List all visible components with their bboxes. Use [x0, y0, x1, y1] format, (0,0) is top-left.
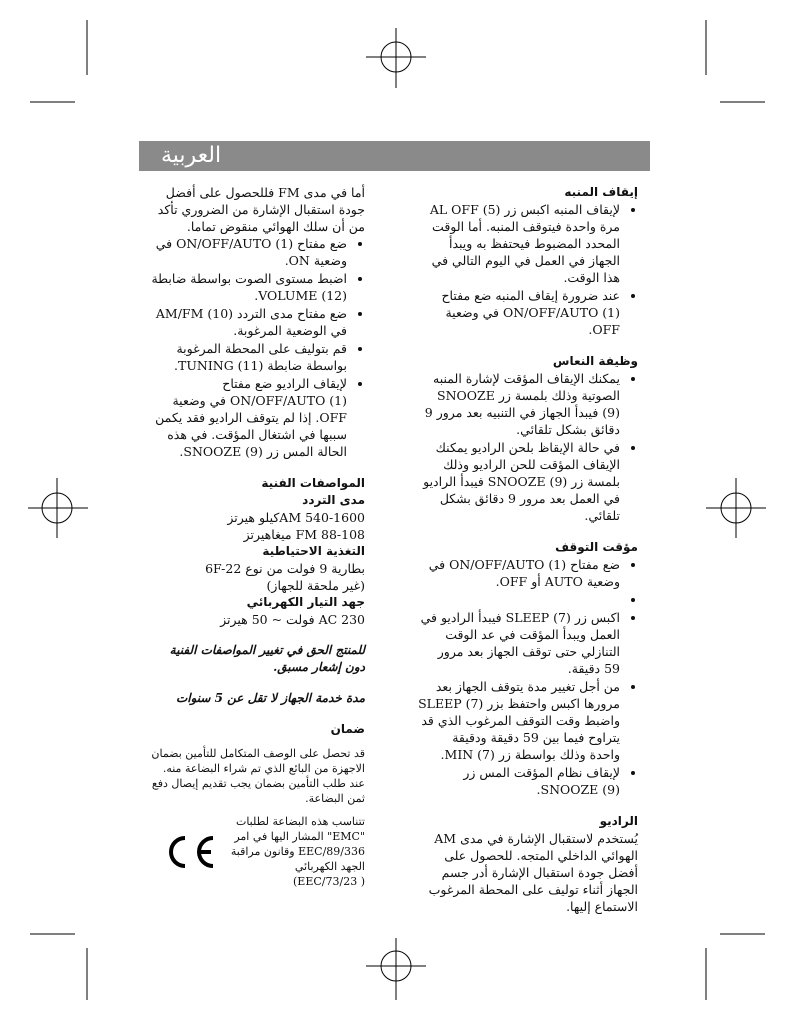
alarm-off-list [418, 201, 638, 338]
list-item: • لإيقاف الراديو ضع مفتاح ON/OFF/AUTO (1) في وضعية OFF. إذا لم يتوقف الراديو فقد يكمن سببها في اشتغال المؤقت. في هذه الحالة المس زر SNOOZE (9). [150, 375, 347, 460]
ce-line: تتناسب هذه البضاعة لطلبات [235, 815, 365, 828]
backup-power-heading: التغذية الاحتياطية [262, 544, 365, 558]
radio-text: يُستخدم لاستقبال الإشارة في مدى AM الهوائي الداخلي المتجه. للحصول على أفضل جودة استقبال الإشارة أدر جسم الجهاز أثناء توليف على المحطة المرغوب الاستماع إليها. [428, 831, 638, 914]
left-column [150, 184, 365, 889]
list-item: • يمكنك الإيقاف المؤقت لإشارة المنبه الصوتية وذلك بلمسة زر SNOOZE (9) فيبدأ الجهاز في التنبيه بعد مرور 9 دقائق بشكل تلقائي. [418, 370, 620, 438]
ce-line: "EMC" المشار اليها في امر [234, 830, 365, 843]
list-item: • ضع مفتاح مدى التردد AM/FM (10) في الوضعية المرغوبة. [150, 305, 347, 339]
list-item: • اضبط مستوى الصوت بواسطة ضابطة VOLUME (12). [150, 270, 347, 304]
freq-fm: FM 88-108 ميغاهيرتز [243, 527, 365, 542]
header-title: العربية [161, 143, 222, 168]
list-item: • من أجل تغيير مدة يتوقف الجهاز بعد مرورها اكبس واحتفظ بزر SLEEP (7) واضبط وقت التوقف المرغوب الذي قد يتراوح فيما بين 59 دقيقة ودقيقة واحدة وذلك بواسطة زر MIN (7). [418, 678, 620, 763]
ce-line: ( 73/23/EEC) [293, 875, 365, 888]
list-item [418, 591, 620, 608]
warranty-heading: ضمان [330, 722, 365, 736]
manufacturer-note: للمنتج الحق في تغيير المواصفات الفنية دون إشعار مسبق. [169, 643, 365, 674]
fm-intro: أما في مدى FM فللحصول على أفضل جودة استقبال الإشارة من الضروري تأكد من أن سلك الهوائي منقوض تماما. [157, 185, 365, 234]
warranty-text: قد تحصل على الوصف المتكامل للتأمين بضمان الاجهزة من البائع الذي تم شراء البضاعة منه. عند طلب التأمين بضمان يجب تقديم إيصال دفع ثمن البضاعة. [151, 747, 365, 805]
freq-am: AM 540-1600كيلو هيرتز [227, 510, 365, 525]
list-item: • لإيقاف المنبه اكبس زر AL OFF (5) مرة واحدة فيتوقف المنبه. أما الوقت المحدد المضبوط فيحتفظ به ويبدأ الجهاز في العمل في اليوم التالي في هذا الوقت. [418, 201, 620, 286]
language-header-bar [139, 141, 650, 171]
registration-target-left [28, 478, 88, 538]
fm-steps-list [150, 235, 365, 460]
service-life: مدة خدمة الجهاز لا تقل عن 5 سنوات [175, 691, 365, 705]
snooze-heading: وظيفة النعاس [552, 354, 638, 368]
backup-battery: بطارية 9 فولت من نوع 6F-22 [205, 561, 365, 576]
list-item: • قم بتوليف على المحطة المرغوبة بواسطة ضابطة TUNING (11). [150, 340, 347, 374]
ce-compliance-text [231, 814, 365, 889]
specs-heading: المواصفات الفنية [261, 476, 365, 490]
list-item: • عند ضرورة إيقاف المنبه ضع مفتاح ON/OFF/AUTO (1) في وضعية OFF. [418, 287, 620, 338]
ce-line: 89/336/EEC وقانون مراقبة [230, 845, 365, 858]
voltage-heading: جهد التيار الكهربائي [246, 595, 365, 609]
freq-heading: مدى التردد [302, 493, 365, 507]
right-column [418, 184, 638, 915]
alarm-off-heading: إيقاف المنبه [564, 185, 638, 199]
list-item: • ضع مفتاح ON/OFF/AUTO (1) في وضعية AUTO أو OFF. [418, 556, 620, 590]
list-item: • ضع مفتاح ON/OFF/AUTO (1) في وضعية ON. [150, 235, 347, 269]
list-item: • لإيقاف نظام المؤقت المس زر SNOOZE (9). [418, 764, 620, 798]
registration-target-right [706, 478, 766, 538]
ce-compliance-block [150, 814, 365, 889]
radio-heading: الراديو [599, 814, 638, 828]
sleep-timer-list [418, 556, 638, 798]
registration-target-bottom [366, 938, 426, 1000]
voltage-value: AC 230 فولت ~ 50 هيرتز [220, 612, 365, 627]
snooze-list [418, 370, 638, 524]
list-item: • اكبس زر SLEEP (7) فيبدأ الراديو في العمل ويبدأ المؤقت في عد الوقت التنازلي حتى توقف الجهاز بعد مرور 59 دقيقة. [418, 609, 620, 677]
ce-line: الجهد الكهربائي [294, 860, 365, 873]
sleep-timer-heading: مؤقت التوقف [555, 540, 638, 554]
list-item: • في حالة الإيقاظ بلحن الراديو يمكنك الإيقاف المؤقت للحن الراديو وذلك بلمسة زر SNOOZE (9) فيبدأ الراديو في العمل بعد مرور 9 دقائق بشكل تلقائي. [418, 439, 620, 524]
backup-note: (غير ملحقة للجهاز) [266, 578, 365, 593]
ce-mark-icon [159, 832, 219, 872]
registration-target-top [366, 28, 426, 88]
